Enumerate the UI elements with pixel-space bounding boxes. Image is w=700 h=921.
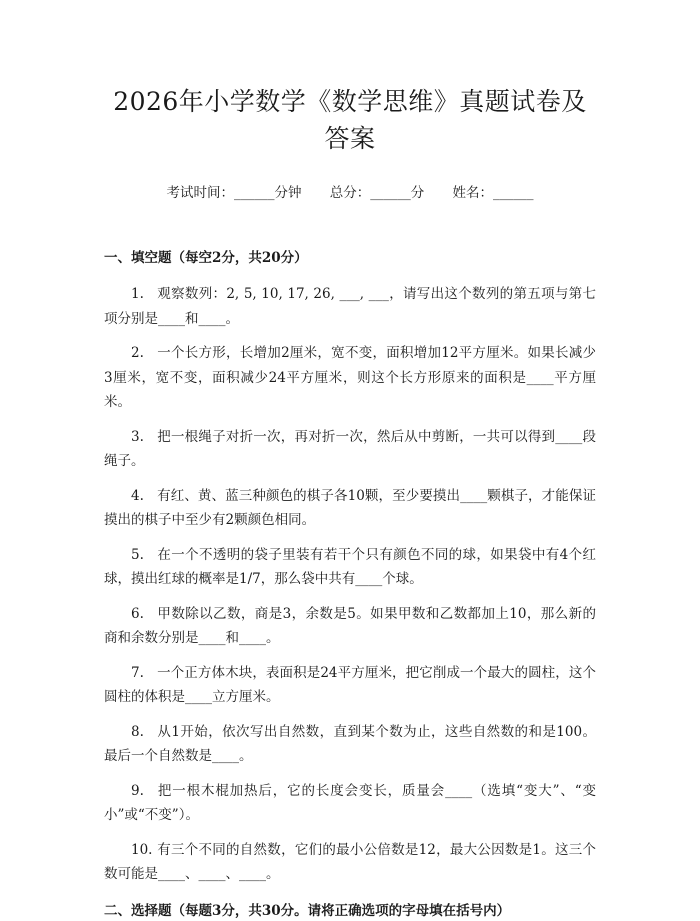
question-text: 一个正方体木块，表面积是24平方厘米，把它削成一个最大的圆柱，这个圆柱的体积是____立方厘米。 (104, 664, 596, 705)
question-text: 把一根木棍加热后，它的长度会变长，质量会____（选填“变大”、“变小”或“不变”）。 (104, 782, 596, 823)
question-item (104, 543, 596, 592)
question-text: 甲数除以乙数，商是3，余数是5。如果甲数和乙数都加上10，那么新的商和余数分别是____和____。 (104, 605, 596, 646)
question-item (104, 425, 596, 474)
question-text: 观察数列：2, 5, 10, 17, 26, ___, ___，请写出这个数列的第五项与第七项分别是____和____。 (104, 286, 596, 327)
question-item (104, 484, 596, 533)
question-item (104, 602, 596, 651)
question-number: 7. (131, 664, 144, 681)
question-item (104, 779, 596, 828)
page-title: 2026年小学数学《数学思维》真题试卷及答案 (113, 87, 587, 153)
section-heading-multiple-choice: 二、选择题（每题3分，共30分。请将正确选项的字母填在括号内） (104, 902, 511, 919)
question-item (104, 341, 596, 415)
exam-time-field: 考试时间：______分钟 (166, 185, 302, 201)
question-text: 从1开始，依次写出自然数，直到某个数为止，这些自然数的和是100。最后一个自然数是____。 (104, 723, 596, 764)
question-text: 在一个不透明的袋子里装有若干个只有颜色不同的球，如果袋中有4个红球，摸出红球的概率是1/7，那么袋中共有____个球。 (104, 546, 596, 587)
question-text: 一个长方形，长增加2厘米，宽不变，面积增加12平方厘米。如果长减少3厘米，宽不变，面积减少24平方厘米，则这个长方形原来的面积是____平方厘米。 (104, 345, 596, 410)
total-score-field: 总分：______分 (329, 185, 425, 201)
question-item (104, 720, 596, 769)
exam-info (104, 183, 596, 203)
question-item (104, 838, 596, 887)
question-number: 2. (131, 345, 144, 361)
question-number: 3. (131, 428, 144, 445)
question-number: 5. (131, 546, 144, 563)
question-item (104, 282, 596, 331)
question-number: 9. (131, 782, 144, 799)
question-number: 8. (131, 723, 144, 740)
question-item (104, 661, 596, 710)
question-text: 有三个不同的自然数，它们的最小公倍数是12，最大公因数是1。这三个数可能是____、____、____。 (104, 841, 596, 882)
question-number: 6. (131, 605, 144, 622)
fill-in-question-list (104, 282, 596, 887)
question-text: 有红、黄、蓝三种颜色的棋子各10颗，至少要摸出____颗棋子，才能保证摸出的棋子中至少有2颗颜色相同。 (104, 487, 596, 528)
section-heading-fill-in: 一、填空题（每空2分，共20分） (104, 250, 308, 266)
question-number: 1. (131, 286, 144, 302)
student-name-field: 姓名：______ (452, 185, 534, 201)
question-number: 4. (131, 487, 144, 504)
question-text: 把一根绳子对折一次，再对折一次，然后从中剪断，一共可以得到____段绳子。 (104, 428, 596, 469)
question-number: 10. (131, 841, 153, 858)
